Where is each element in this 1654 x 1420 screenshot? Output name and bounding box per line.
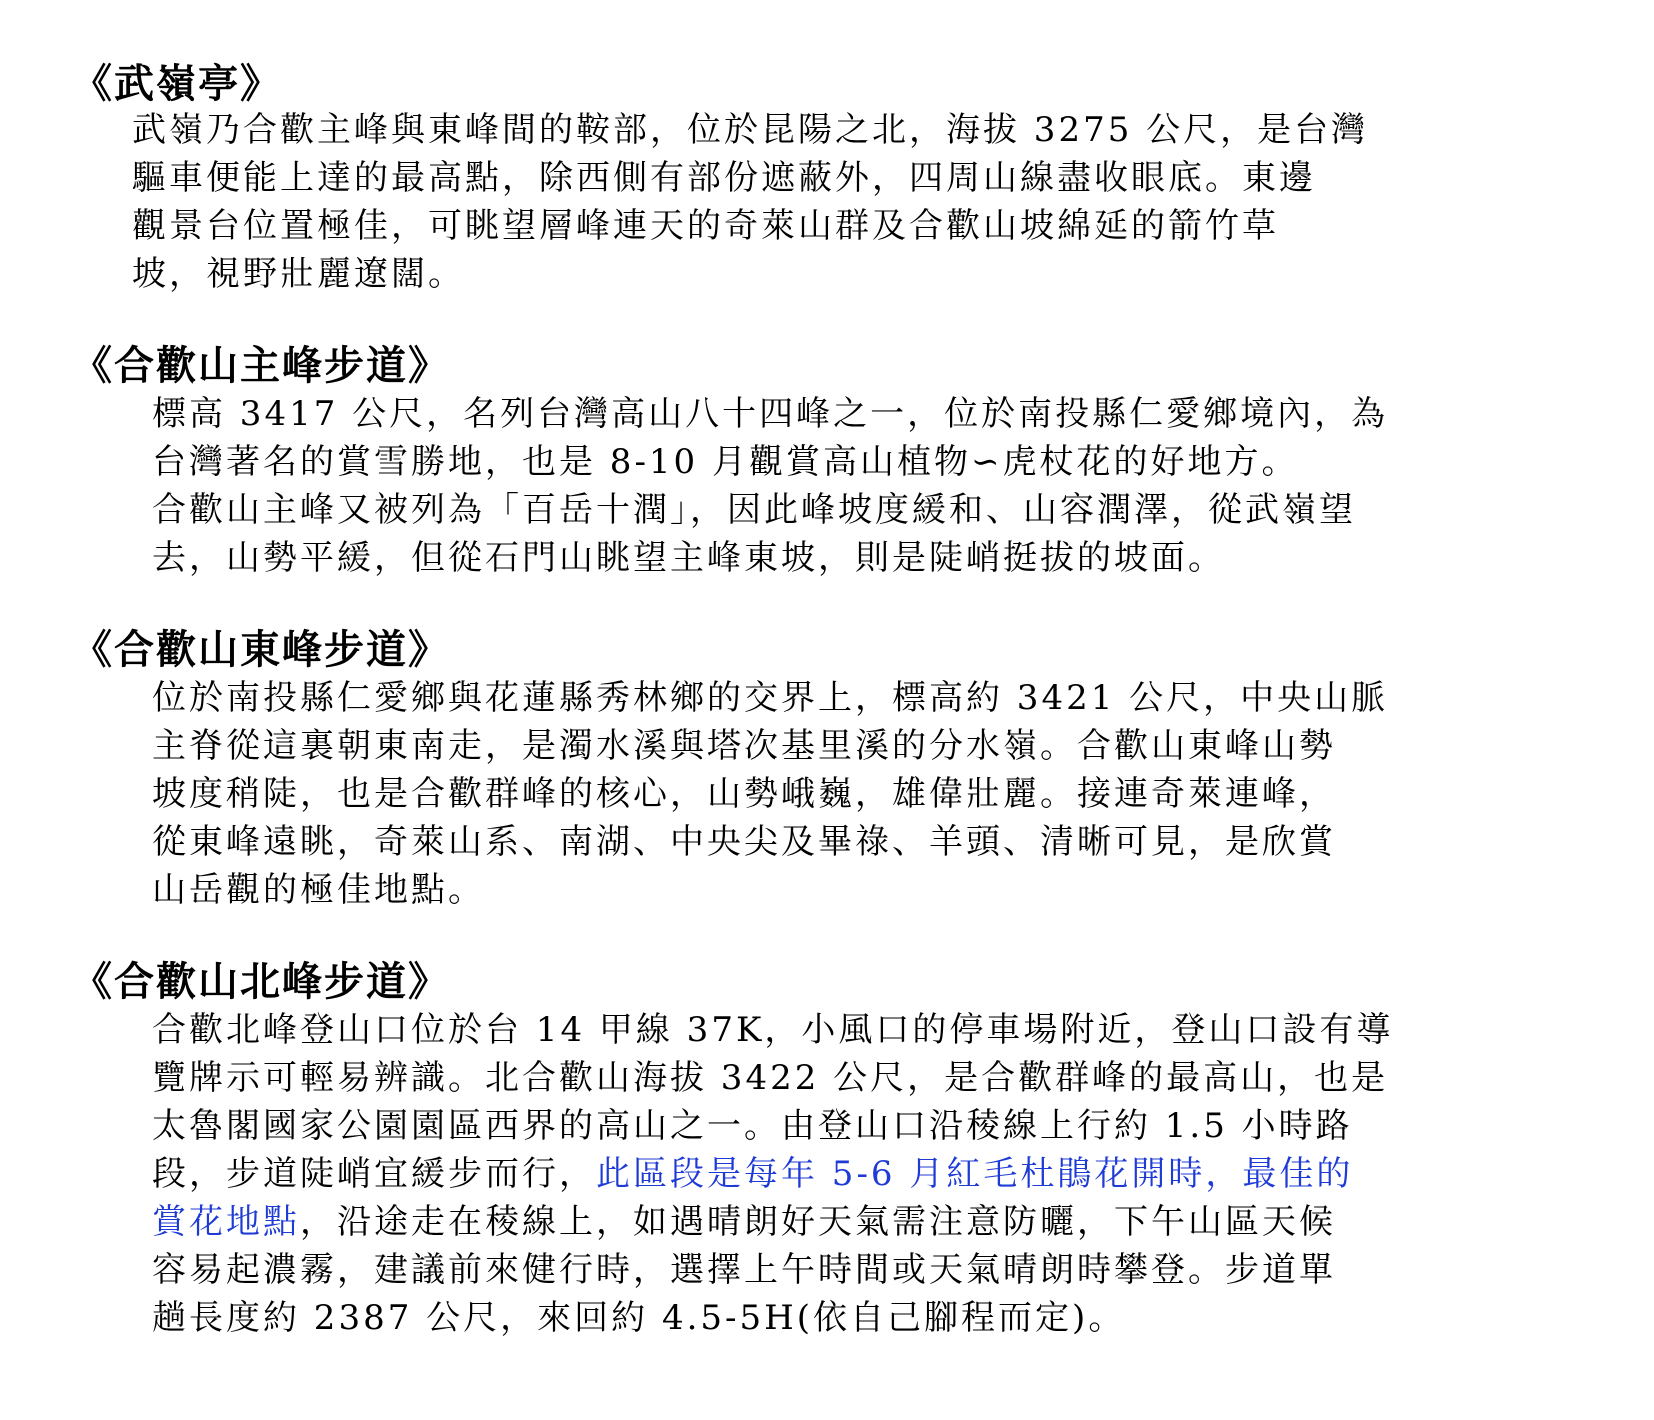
paragraph-line: 合歡北峰登山口位於台 14 甲線 37K，小風口的停車場附近，登山口設有導	[152, 1010, 1394, 1050]
paragraph-line: 容易起濃霧，建議前來健行時，選擇上午時間或天氣晴朗時攀登。步道單	[152, 1250, 1336, 1290]
paragraph-line: 標高 3417 公尺，名列台灣高山八十四峰之一，位於南投縣仁愛鄉境內，為	[152, 394, 1389, 434]
paragraph-line: 合歡山主峰又被列為「百岳十潤」，因此峰坡度緩和、山容潤澤，從武嶺望	[152, 490, 1356, 530]
highlighted-text: 賞花地點	[152, 1202, 300, 1242]
section-heading-wuling: 《武嶺亭》	[72, 61, 282, 107]
paragraph-line: 位於南投縣仁愛鄉與花蓮縣秀林鄉的交界上，標高約 3421 公尺，中央山脈	[152, 678, 1389, 718]
paragraph-line: 太魯閣國家公園園區西界的高山之一。由登山口沿稜線上行約 1.5 小時路	[152, 1106, 1353, 1146]
paragraph-line: 覽牌示可輕易辨識。北合歡山海拔 3422 公尺，是合歡群峰的最高山，也是	[152, 1058, 1389, 1098]
paragraph-line: 坡，視野壯麗遼闊。	[132, 254, 465, 294]
paragraph-line: 坡度稍陡，也是合歡群峰的核心，山勢峨巍，雄偉壯麗。接連奇萊連峰，	[152, 774, 1336, 814]
paragraph-line	[152, 1198, 1336, 1246]
paragraph-text: 段，步道陡峭宜緩步而行，	[152, 1154, 596, 1194]
paragraph-line: 觀景台位置極佳，可眺望層峰連天的奇萊山群及合歡山坡綿延的箭竹草	[132, 206, 1279, 246]
section-heading-east-peak: 《合歡山東峰步道》	[72, 627, 450, 673]
section-heading-main-peak: 《合歡山主峰步道》	[72, 343, 450, 389]
paragraph-line: 主脊從這裏朝東南走，是濁水溪與塔次基里溪的分水嶺。合歡山東峰山勢	[152, 726, 1336, 766]
paragraph-line: 山岳觀的極佳地點。	[152, 870, 485, 910]
highlighted-text: 此區段是每年 5-6 月紅毛杜鵑花開時，最佳的	[596, 1154, 1354, 1194]
paragraph-line: 趟長度約 2387 公尺，來回約 4.5-5H(依自己腳程而定)。	[152, 1298, 1126, 1338]
paragraph-line: 驅車便能上達的最高點，除西側有部份遮蔽外，四周山線盡收眼底。東邊	[132, 158, 1316, 198]
paragraph-text: ，沿途走在稜線上，如遇晴朗好天氣需注意防曬，下午山區天候	[300, 1202, 1336, 1242]
paragraph-line: 去，山勢平緩，但從石門山眺望主峰東坡，則是陡峭挺拔的坡面。	[152, 538, 1225, 578]
paragraph-line: 武嶺乃合歡主峰與東峰間的鞍部，位於昆陽之北，海拔 3275 公尺，是台灣	[132, 110, 1369, 150]
paragraph-line: 從東峰遠眺，奇萊山系、南湖、中央尖及畢祿、羊頭、清晰可見，是欣賞	[152, 822, 1336, 862]
section-heading-north-peak: 《合歡山北峰步道》	[72, 959, 450, 1005]
paragraph-line	[152, 1150, 1353, 1198]
paragraph-line: 台灣著名的賞雪勝地，也是 8-10 月觀賞高山植物∽虎杖花的好地方。	[152, 442, 1299, 482]
